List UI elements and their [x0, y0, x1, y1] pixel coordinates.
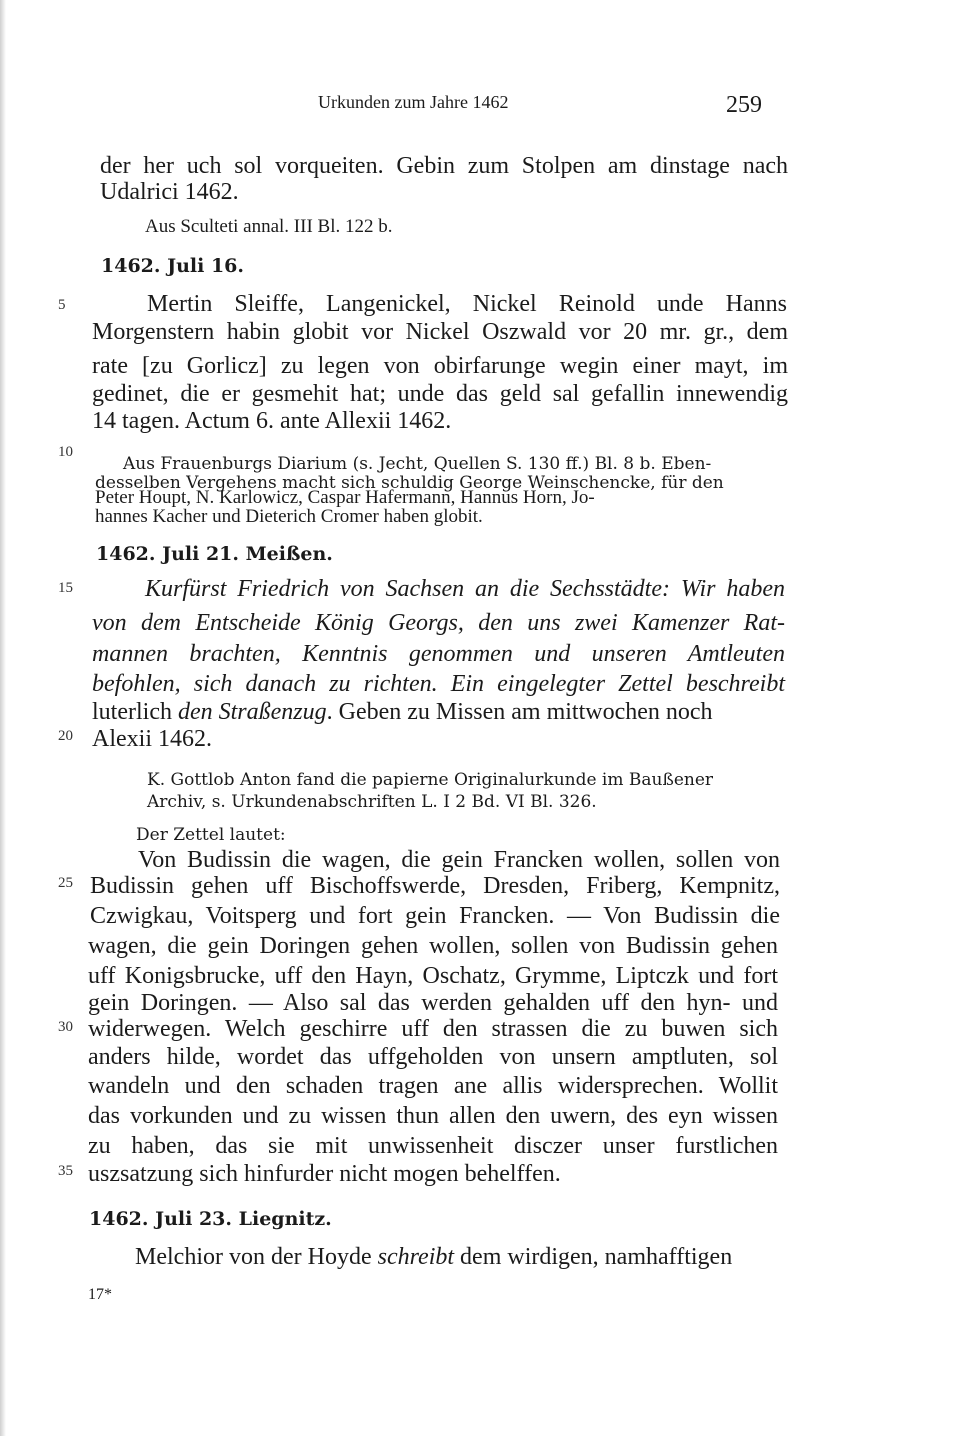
text-line: rate [zu Gorlicz] zu legen von obirfarunge wegin einer mayt, im — [92, 353, 788, 379]
line-number: 25 — [58, 875, 73, 891]
zettel-line: uszsatzung sich hinfurder nicht mogen behelffen. — [88, 1161, 561, 1187]
zettel-line: uff Konigsbrucke, uff den Hayn, Oschatz, Grymme, Liptczk und fort — [88, 963, 778, 989]
regest-line: Kurfürst Friedrich von Sachsen an die Sechsstädte: Wir haben — [145, 576, 785, 602]
source-note: Aus Frauenburgs Diarium (s. Jecht, Quellen S. 130 ff.) Bl. 8 b. Eben- — [123, 454, 712, 474]
text-line: gedinet, die er gesmehit hat; unde das geld sal gefallin innewendig — [92, 381, 788, 407]
zettel-line: das vorkunden und zu wissen thun allen den uwern, des eyn wissen — [88, 1103, 778, 1129]
entry-heading: 1462. Juli 23. Liegnitz. — [89, 1208, 332, 1230]
zettel-line: widerwegen. Welch geschirre uff den strassen die zu buwen sich — [88, 1016, 778, 1042]
zettel-line: anders hilde, wordet das uffgeholden von unsern amptluten, sol — [88, 1044, 778, 1070]
source-note: K. Gottlob Anton fand die papierne Originalurkunde im Baußener — [147, 770, 714, 790]
zettel-line: Czwigkau, Voitsperg und fort gein Francken. — Von Budissin die — [90, 903, 780, 929]
text-line: 14 tagen. Actum 6. ante Allexii 1462. — [92, 408, 452, 434]
source-note: Aus Sculteti annal. III Bl. 122 b. — [145, 216, 393, 237]
entry-heading: 1462. Juli 21. Meißen. — [96, 543, 333, 565]
regest-line: befohlen, sich danach zu richten. Ein eingelegter Zettel beschreibt — [92, 671, 785, 697]
zettel-line: Von Budissin die wagen, die gein Francken wollen, sollen von — [138, 847, 780, 873]
line-number: 35 — [58, 1163, 73, 1179]
zettel-line: wandeln und den schaden tragen ane allis widersprechen. Wollit — [88, 1073, 778, 1099]
line-number: 30 — [58, 1019, 73, 1035]
source-note: hannes Kacher und Dieterich Cromer haben globit. — [95, 506, 483, 527]
regest-line: von dem Entscheide König Georgs, den uns zwei Kamenzer Rat- — [92, 610, 785, 636]
entry-heading: 1462. Juli 16. — [101, 255, 245, 277]
zettel-intro: Der Zettel lautet: — [136, 825, 286, 845]
source-note: desselben Vergehens macht sich schuldig George Weinschencke, für den — [95, 473, 724, 493]
line-number: 10 — [58, 444, 73, 460]
text-line: Mertin Sleiffe, Langenickel, Nickel Reinold unde Hanns — [147, 291, 787, 317]
source-note: Archiv, s. Urkundenabschriften L. I 2 Bd. VI Bl. 326. — [147, 792, 597, 812]
zettel-line: zu haben, das sie mit unwissenheit disczer unser furstlichen — [88, 1133, 778, 1159]
signature-mark: 17* — [88, 1286, 112, 1303]
running-header: Urkunden zum Jahre 1462 — [318, 92, 509, 112]
line-number: 5 — [58, 297, 66, 313]
line-number: 20 — [58, 728, 73, 744]
text-line: Alexii 1462. — [92, 726, 212, 752]
source-note: Peter Houpt, N. Karlowicz, Caspar Hafermann, Hannus Horn, Jo- — [95, 487, 595, 508]
line-number: 15 — [58, 580, 73, 596]
text-line: Morgenstern habin globit vor Nickel Oszwald vor 20 mr. gr., dem — [92, 319, 788, 345]
zettel-line: Budissin gehen uff Bischoffswerde, Dresden, Friberg, Kempnitz, — [90, 873, 780, 899]
text-line: Udalrici 1462. — [100, 179, 239, 205]
page-number: 259 — [726, 92, 762, 118]
text-line: Melchior von der Hoyde schreibt dem wirdigen, namhafftigen — [135, 1244, 733, 1270]
page-edge-shadow — [0, 0, 6, 1436]
regest-line: mannen brachten, Kenntnis genommen und unseren Amtleuten — [92, 641, 785, 667]
text-line: der her uch sol vorqueiten. Gebin zum Stolpen am dinstage nach — [100, 153, 788, 179]
regest-line: luterlich den Straßenzug. Geben zu Missen am mittwochen noch — [92, 699, 713, 725]
zettel-line: gein Doringen. — Also sal das werden gehalden uff den hyn- und — [88, 990, 778, 1016]
zettel-line: wagen, die gein Doringen gehen wollen, sollen von Budissin gehen — [88, 933, 778, 959]
